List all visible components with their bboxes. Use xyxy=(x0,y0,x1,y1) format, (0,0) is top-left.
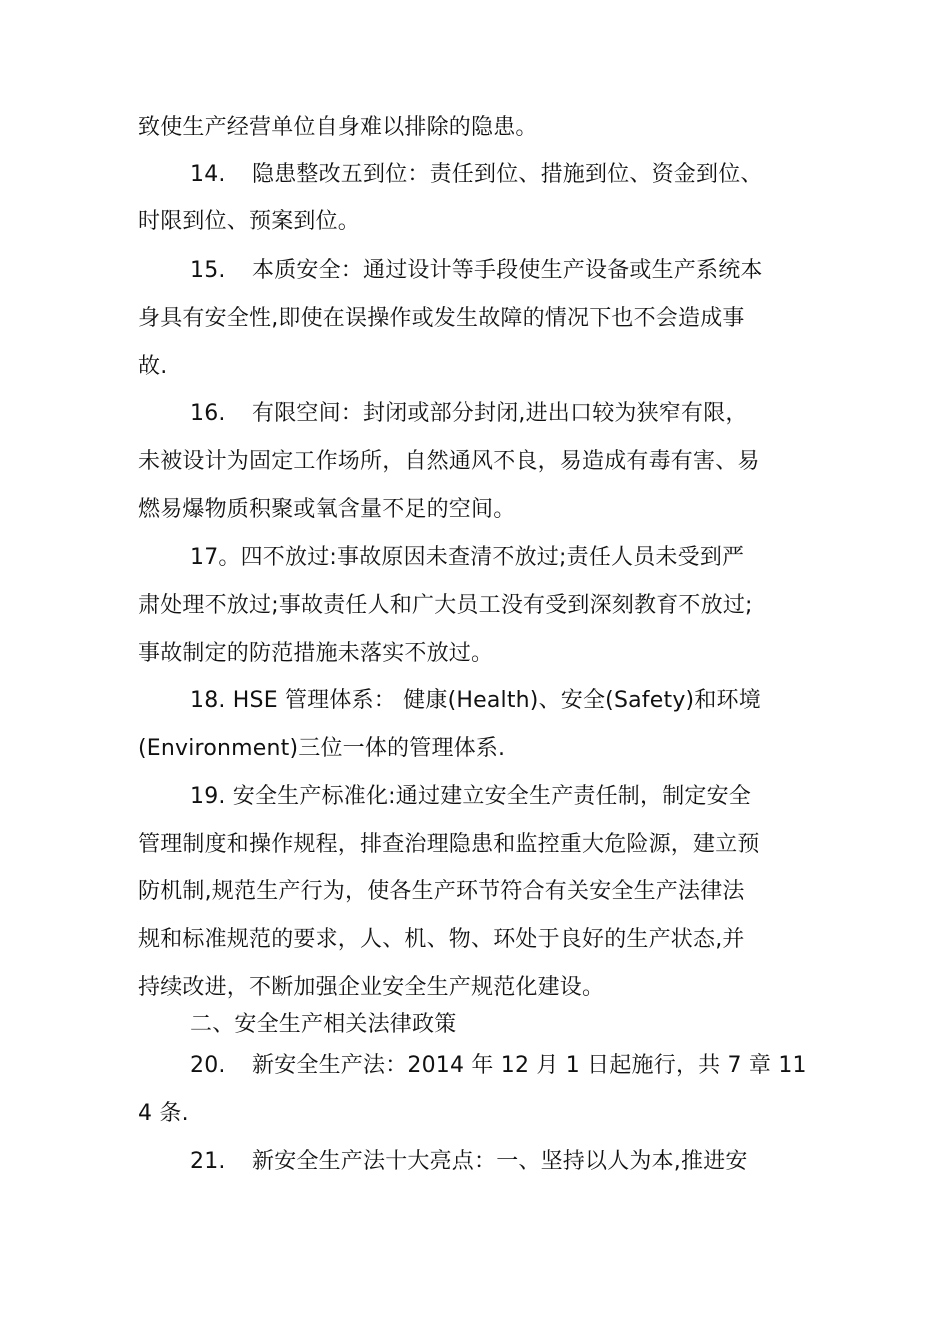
item-16-line xyxy=(190,399,748,429)
text-line: 致使生产经营单位自身难以排除的隐患。 xyxy=(138,115,538,140)
item-text: 隐患整改五到位：责任到位、措施到位、资金到位、 xyxy=(252,162,763,187)
text-line: 持续改进，不断加强企业安全生产规范化建设。 xyxy=(138,975,605,1000)
item-21-line xyxy=(190,1147,748,1177)
text-line: 管理制度和操作规程，排查治理隐患和监控重大危险源，建立预 xyxy=(138,832,760,857)
text-line: 肃处理不放过;事故责任人和广大员工没有受到深刻教育不放过; xyxy=(138,593,753,618)
text-line: 4 条. xyxy=(138,1101,189,1126)
item-15-line xyxy=(190,256,763,286)
text-line: 燃易爆物质积聚或氧含量不足的空间。 xyxy=(138,497,516,522)
item-19-line: 19. 安全生产标准化:通过建立安全生产责任制，制定安全 xyxy=(190,784,751,809)
item-18-line: 18. HSE 管理体系： 健康(Health)、安全(Safety)和环境 xyxy=(190,688,761,713)
text-line: 时限到位、预案到位。 xyxy=(138,209,361,234)
text-line: 防机制,规范生产行为，使各生产环节符合有关安全生产法律法 xyxy=(138,879,745,904)
item-number: 14. xyxy=(190,162,226,187)
text-line: 未被设计为固定工作场所，自然通风不良，易造成有毒有害、易 xyxy=(138,449,760,474)
text-line: 规和标准规范的要求，人、机、物、环处于良好的生产状态,并 xyxy=(138,927,745,952)
text-line: 事故制定的防范措施未落实不放过。 xyxy=(138,641,494,666)
section-heading: 二、安全生产相关法律政策 xyxy=(190,1012,457,1037)
item-text: 有限空间：封闭或部分封闭,进出口较为狭窄有限， xyxy=(252,401,748,426)
text-line: 身具有安全性,即使在误操作或发生故障的情况下也不会造成事 xyxy=(138,306,745,331)
item-text: 本质安全：通过设计等手段使生产设备或生产系统本 xyxy=(252,258,763,283)
text-line: (Environment)三位一体的管理体系. xyxy=(138,736,506,761)
item-14-line xyxy=(190,160,763,190)
item-17-line: 17。四不放过:事故原因未查清不放过;责任人员未受到严 xyxy=(190,545,745,570)
item-text: 新安全生产法十大亮点：一、坚持以人为本,推进安 xyxy=(252,1149,748,1174)
text-line: 故. xyxy=(138,354,168,379)
item-number: 21. xyxy=(190,1149,226,1174)
item-20-line xyxy=(190,1051,807,1081)
item-number: 16. xyxy=(190,401,226,426)
item-number: 15. xyxy=(190,258,226,283)
item-text: 新安全生产法：2014 年 12 月 1 日起施行，共 7 章 11 xyxy=(252,1053,807,1078)
item-number: 20. xyxy=(190,1053,226,1078)
